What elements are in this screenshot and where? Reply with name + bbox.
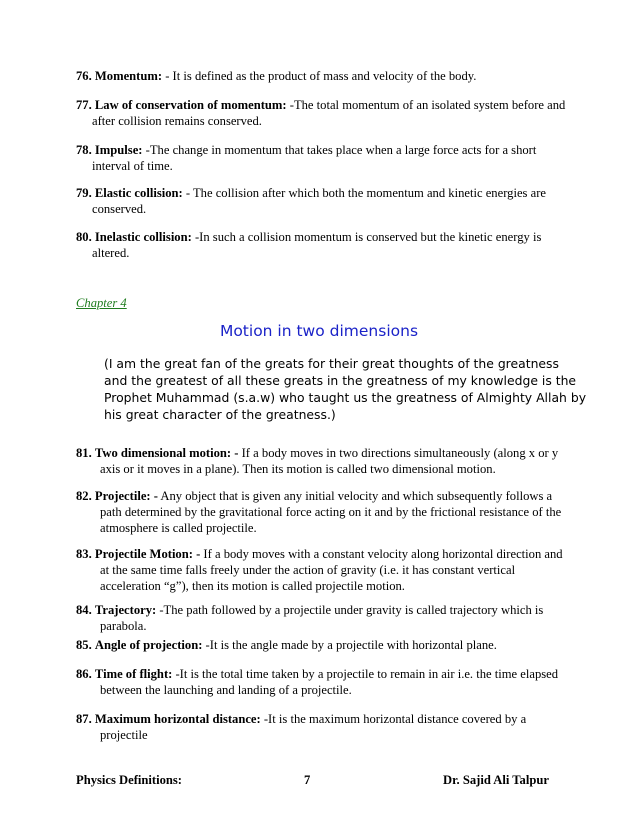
definition-text: axis or it moves in a plane). Then its motion is called two dimensional motion. — [100, 462, 496, 476]
definition-text: If a body moves with a constant velocity along horizontal direction and — [200, 547, 563, 561]
definition-term: Inelastic collision: — [94, 230, 192, 244]
definition-text: at the same time falls freely under the action of gravity (i.e. it has constant vertical — [100, 563, 516, 577]
definition-number: 77. — [76, 98, 92, 112]
definition-term: Projectile: - — [94, 489, 158, 503]
definition-text: -The change in momentum that takes place when a large force acts for a short — [145, 143, 537, 157]
definition-term: Two dimensional motion: - — [94, 446, 239, 460]
definition-text: -It is the angle made by a projectile with horizontal plane. — [202, 638, 497, 652]
footer-author: Dr. Sajid Ali Talpur — [443, 773, 549, 787]
definition-text: - The collision after which both the momentum and kinetic energies are — [185, 186, 546, 200]
definition-text: acceleration “g”), then its motion is called projectile motion. — [100, 579, 405, 593]
chapter-label: Chapter 4 — [76, 296, 127, 310]
definition-80 — [76, 229, 566, 261]
definition-term: Law of conservation of momentum: — [94, 98, 287, 112]
definition-84 — [76, 602, 566, 634]
definition-number: 76. — [76, 69, 92, 83]
definition-83 — [76, 546, 566, 594]
definition-text: -It is the total time taken by a projectile to remain in air i.e. the time elapsed — [172, 667, 559, 681]
definition-term: Trajectory: — [94, 603, 157, 617]
definition-85 — [76, 637, 566, 653]
definition-text: atmosphere is called projectile. — [100, 521, 257, 535]
page-number: 7 — [304, 773, 311, 787]
quote-line: and the greatest of all these greats in the greatness of my knowledge is the — [104, 373, 577, 388]
definition-number: 83. — [76, 547, 92, 561]
definition-text: altered. — [92, 246, 130, 260]
definition-text: interval of time. — [92, 159, 173, 173]
definition-term: Time of flight: — [94, 667, 173, 681]
definition-text: -The path followed by a projectile under gravity is called trajectory which is — [156, 603, 544, 617]
definition-term: Angle of projection: — [94, 638, 203, 652]
definition-86 — [76, 666, 566, 698]
definition-text: - It is defined as the product of mass and velocity of the body. — [165, 69, 477, 83]
definition-term: Maximum horizontal distance: — [94, 712, 261, 726]
definition-77 — [76, 97, 566, 129]
definition-82 — [76, 488, 566, 536]
chapter-quote — [104, 355, 587, 423]
definition-text: -It is the maximum horizontal distance covered by a — [260, 712, 527, 726]
definition-76 — [76, 68, 566, 84]
definition-number: 87. — [76, 712, 92, 726]
quote-line: (I am the great fan of the greats for their great thoughts of the greatness — [104, 356, 559, 371]
chapter-title: Motion in two dimensions — [219, 322, 419, 340]
definition-text: -In such a collision momentum is conserved but the kinetic energy is — [194, 230, 542, 244]
footer-title: Physics Definitions: — [76, 773, 183, 787]
definition-text: conserved. — [92, 202, 147, 216]
definition-number: 85. — [76, 638, 92, 652]
definition-text: between the launching and landing of a projectile. — [100, 683, 352, 697]
definition-text: path determined by the gravitational force acting on it and by the frictional resistance of the — [100, 505, 562, 519]
definition-term: Projectile Motion: - — [94, 547, 201, 561]
definition-number: 84. — [76, 603, 92, 617]
quote-line: his great character of the greatness.) — [104, 407, 336, 422]
definition-number: 82. — [76, 489, 92, 503]
definition-text: If a body moves in two directions simultaneously (along x or y — [238, 446, 559, 460]
definition-87 — [76, 711, 566, 743]
definition-text: Any object that is given any initial velocity and which subsequently follows a — [157, 489, 553, 503]
definition-text: parabola. — [100, 619, 147, 633]
definition-text: projectile — [100, 728, 148, 742]
definition-81 — [76, 445, 566, 477]
definition-number: 80. — [76, 230, 92, 244]
definition-term: Impulse: — [94, 143, 143, 157]
definition-78 — [76, 142, 566, 174]
definition-text: after collision remains conserved. — [92, 114, 262, 128]
quote-line: Prophet Muhammad (s.a.w) who taught us the greatness of Almighty Allah by — [104, 390, 587, 405]
definition-term: Momentum: — [94, 69, 163, 83]
definition-term: Elastic collision: — [94, 186, 183, 200]
definition-79 — [76, 185, 566, 217]
definition-number: 86. — [76, 667, 92, 681]
definition-number: 79. — [76, 186, 92, 200]
definition-number: 81. — [76, 446, 92, 460]
definition-number: 78. — [76, 143, 92, 157]
definition-text: -The total momentum of an isolated system before and — [289, 98, 566, 112]
